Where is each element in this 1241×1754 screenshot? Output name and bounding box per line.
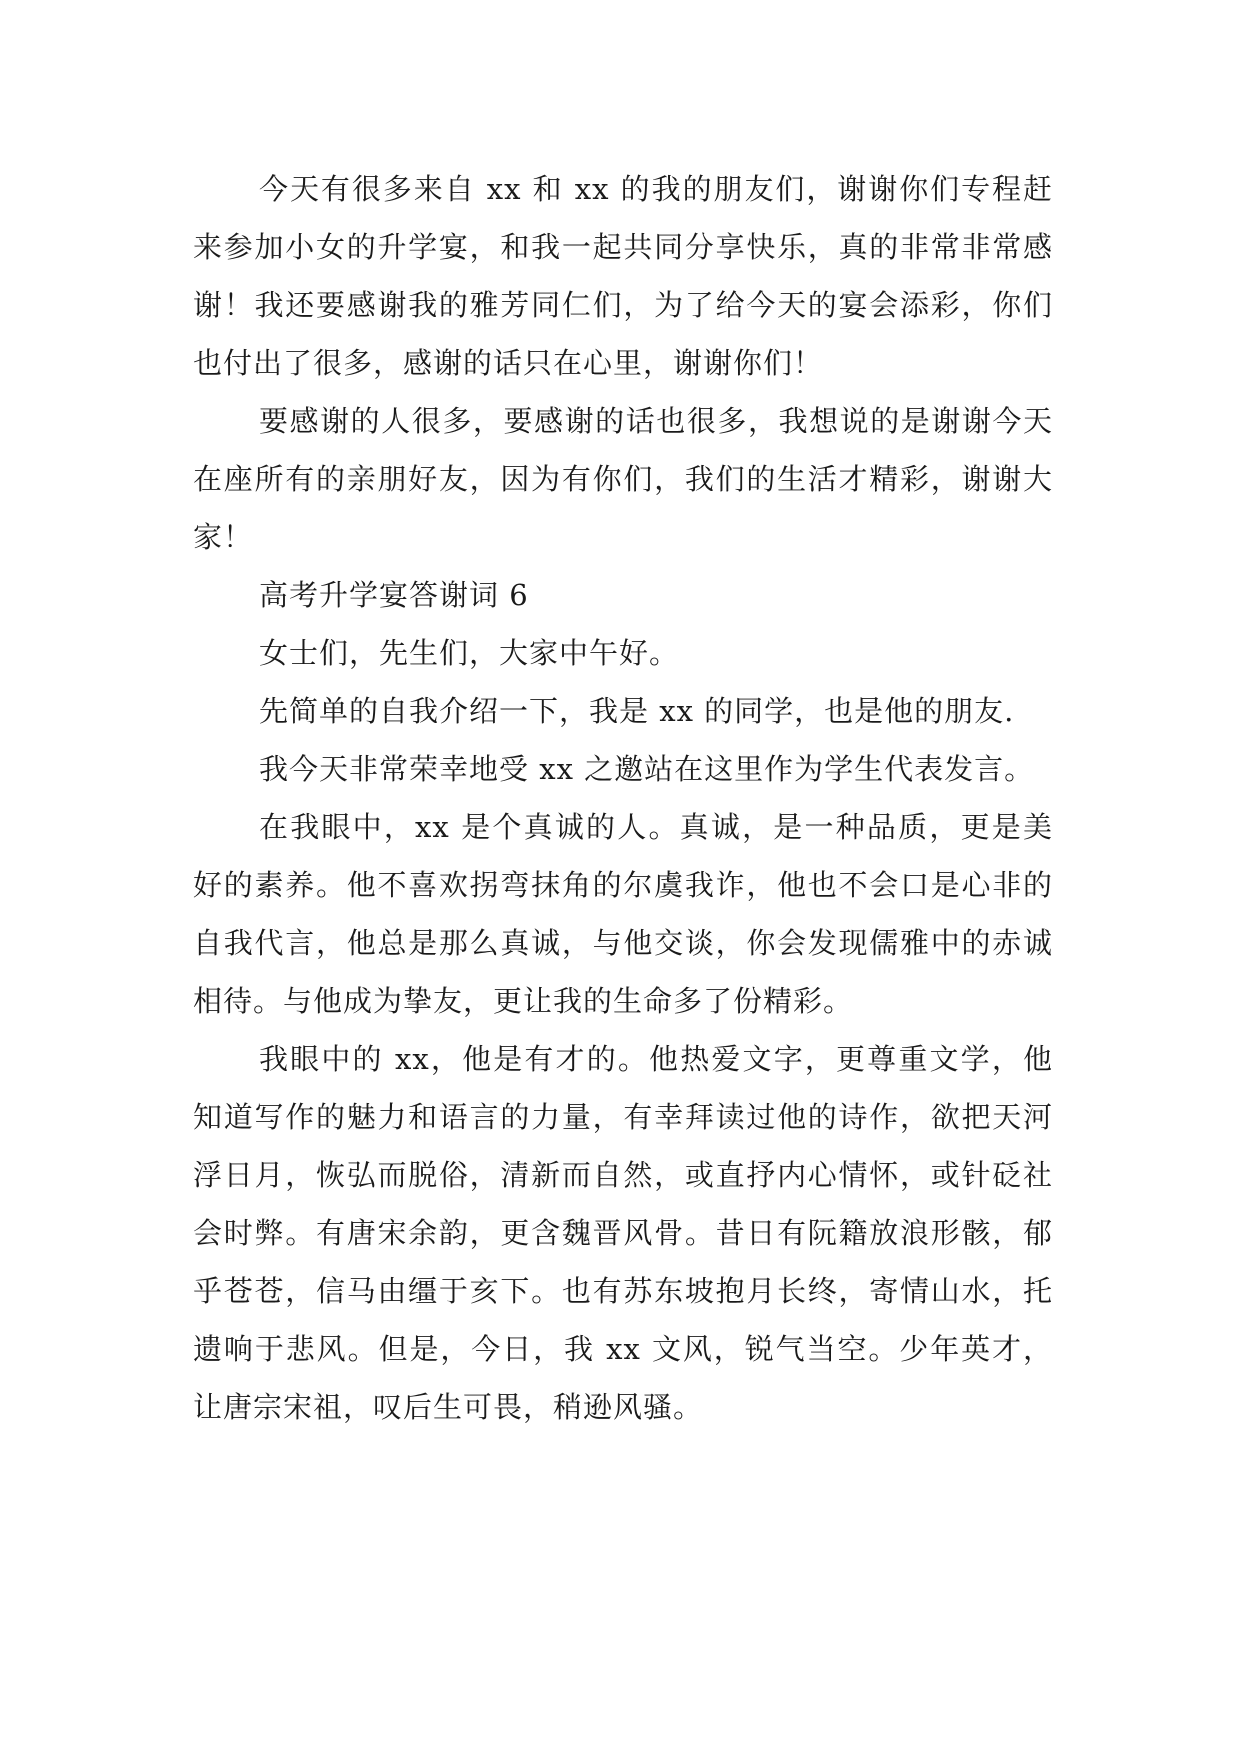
paragraph: 今天有很多来自 xx 和 xx 的我的朋友们，谢谢你们专程赶来参加小女的升学宴，和我一起共同分享快乐，真的非常非常感谢！我还要感谢我的雅芳同仁们，为了给今天的宴会添彩，你们也付出了很多，感谢的话只在心里，谢谢你们！ (193, 172, 1053, 380)
paragraph: 我眼中的 xx，他是有才的。他热爱文字，更尊重文学，他知道写作的魅力和语言的力量，有幸拜读过他的诗作，欲把天河浮日月，恢弘而脱俗，清新而自然，或直抒内心情怀，或针砭社会时弊。有唐宋余韵，更含魏晋风骨。昔日有阮籍放浪形骸，郁乎苍苍，信马由缰于亥下。也有苏东坡抱月长终，寄情山水，托遗响于悲风。但是，今日，我 xx 文风，锐气当空。少年英才，让唐宗宋祖，叹后生可畏，稍逊风骚。 (193, 1042, 1053, 1424)
paragraph: 先简单的自我介绍一下，我是 xx 的同学，也是他的朋友. (259, 694, 1015, 728)
section-heading: 高考升学宴答谢词 6 (259, 578, 529, 612)
document-body (193, 160, 1053, 1436)
paragraph: 要感谢的人很多，要感谢的话也很多，我想说的是谢谢今天在座所有的亲朋好友，因为有你们，我们的生活才精彩，谢谢大家！ (193, 404, 1053, 554)
paragraph: 在我眼中，xx 是个真诚的人。真诚，是一种品质，更是美好的素养。他不喜欢拐弯抹角的尔虞我诈，他也不会口是心非的自我代言，他总是那么真诚，与他交谈，你会发现儒雅中的赤诚相待。与他成为挚友，更让我的生命多了份精彩。 (193, 810, 1053, 1018)
paragraph: 我今天非常荣幸地受 xx 之邀站在这里作为学生代表发言。 (259, 752, 1035, 786)
greeting: 女士们，先生们，大家中午好。 (259, 636, 680, 670)
